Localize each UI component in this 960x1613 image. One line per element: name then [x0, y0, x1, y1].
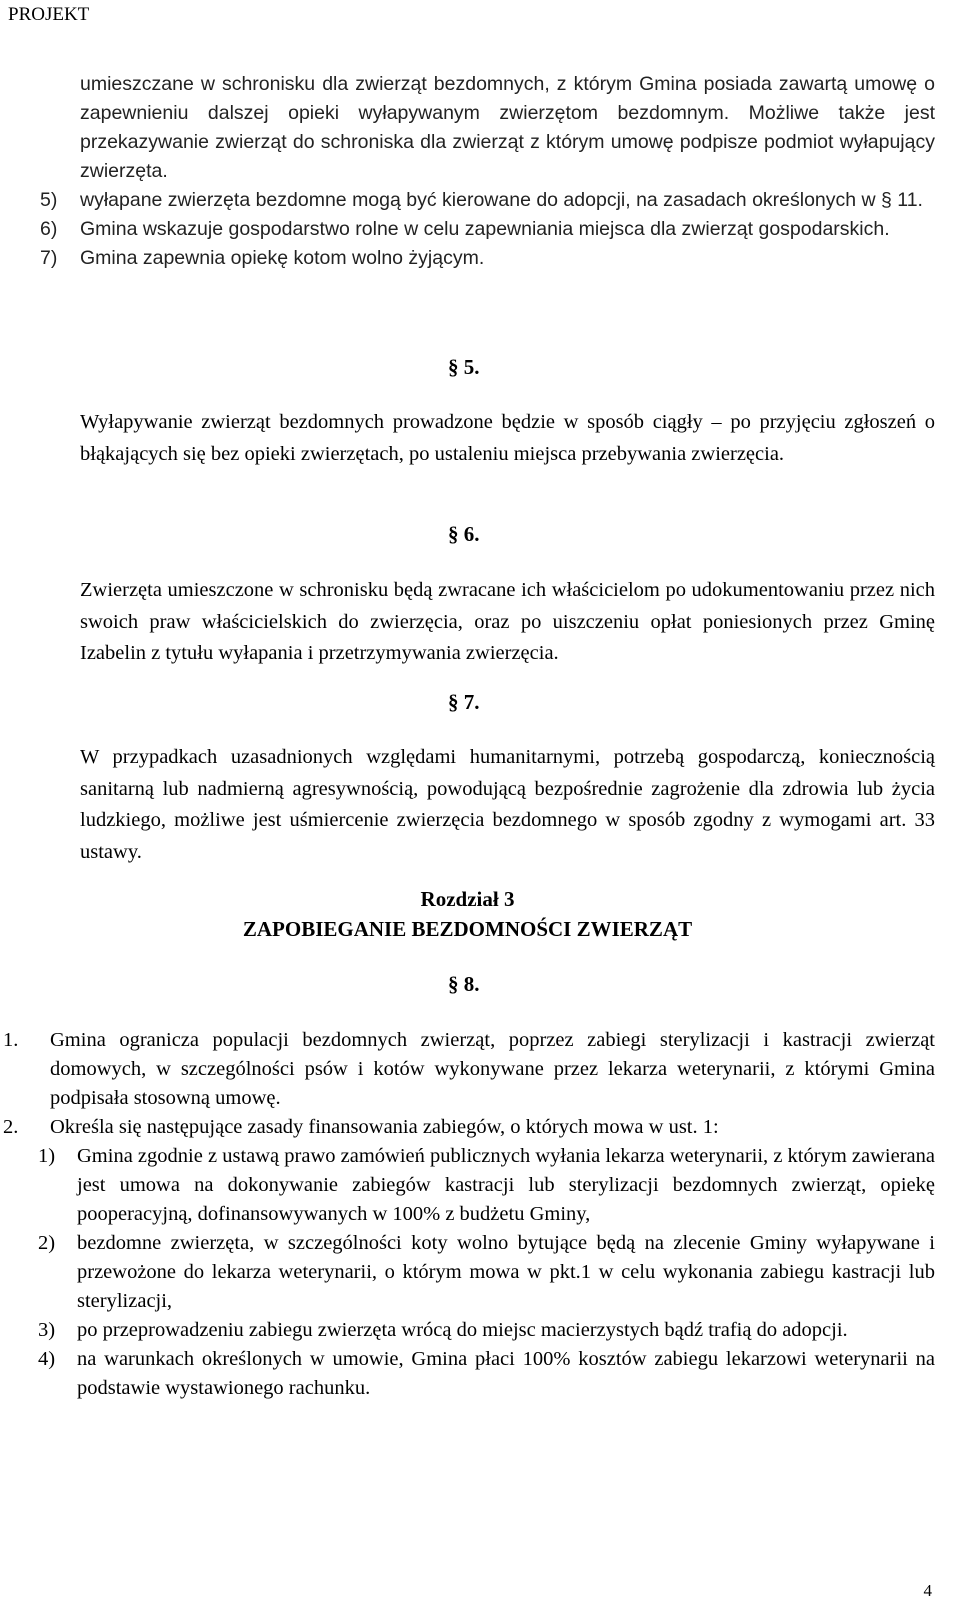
- document-header-label: PROJEKT: [8, 4, 90, 25]
- section-7-text: W przypadkach uzasadnionych względami humanitarnymi, potrzebą gospodarczą, koniecznością sanitarną lub nadmierną agresywnością, powodującą bezpośrednie zagrożenie dla zdrowia lub życia ludzkiego, możliwe jest uśmiercenie zwierzęcia bezdomnego w sposób zgodny z wymogami art. 33 ustawy.: [80, 746, 935, 863]
- subpoint-4: [0, 1345, 935, 1403]
- section-8-list: [0, 1026, 935, 1403]
- list-item-7: [40, 244, 935, 273]
- subpoint-text: po przeprowadzeniu zabiegu zwierzęta wrócą do miejsc macierzystych bądź trafią do adopcji.: [77, 1319, 848, 1341]
- subpoint-3: [0, 1316, 935, 1345]
- continued-list-block: [40, 70, 935, 273]
- point-number: 2.: [3, 1116, 19, 1138]
- point-2: [0, 1113, 935, 1142]
- chapter-title: ZAPOBIEGANIE BEZDOMNOŚCI ZWIERZĄT: [242, 917, 693, 941]
- point-1: [0, 1026, 935, 1113]
- subpoint-number: 1): [38, 1145, 56, 1167]
- subpoint-text: bezdomne zwierzęta, w szczególności koty wolno bytujące będą na zlecenie Gminy wyłapywane i przewożone do lekarza weterynarii, o którym mowa w pkt.1 w celu wykonania zabiegu kastracji lub sterylizacji,: [77, 1232, 935, 1312]
- subpoint-text: na warunkach określonych w umowie, Gmina płaci 100% kosztów zabiegu lekarzowi weterynarii na podstawie wystawionego rachunku.: [77, 1348, 935, 1399]
- section-7-heading: § 7.: [448, 690, 480, 714]
- point-text: Gmina ogranicza populacji bezdomnych zwierząt, poprzez zabiegi sterylizacji i kastracji zwierząt domowych, w szczególności psów i kotów wykonywane przez lekarza weterynarii, z którymi Gmina podpisała stosowną umowę.: [50, 1029, 935, 1109]
- subpoint-number: 3): [38, 1319, 56, 1341]
- chapter-number: Rozdział 3: [420, 887, 515, 911]
- subpoint-text: Gmina zgodnie z ustawą prawo zamówień publicznych wyłania lekarza weterynarii, z którym zawierana jest umowa na dokonywanie zabiegów kastracji lub sterylizacji bezdomnych zwierząt, opiekę pooperacyjną, dofinansowywanych w 100% z budżetu Gminy,: [77, 1145, 935, 1225]
- subpoint-number: 4): [38, 1348, 56, 1370]
- list-item-number: 5): [40, 189, 58, 211]
- list-item-text: Gmina wskazuje gospodarstwo rolne w celu zapewniania miejsca dla zwierząt gospodarskich.: [80, 218, 890, 240]
- section-6-heading: § 6.: [448, 522, 480, 546]
- list-item-number: 7): [40, 247, 58, 269]
- page-number: 4: [923, 1581, 932, 1600]
- list-item-number: 6): [40, 218, 58, 240]
- section-5-heading: § 5.: [448, 355, 480, 379]
- subpoint-1: [0, 1142, 935, 1229]
- list-item-text: wyłapane zwierzęta bezdomne mogą być kierowane do adopcji, na zasadach określonych w § 11.: [80, 189, 923, 211]
- section-5-text: Wyłapywanie zwierząt bezdomnych prowadzone będzie w sposób ciągły – po przyjęciu zgłoszeń o błąkających się bez opieki zwierzętach, po ustaleniu miejsca przebywania zwierzęcia.: [80, 411, 935, 465]
- section-8-heading: § 8.: [448, 972, 480, 996]
- list-item-text: Gmina zapewnia opiekę kotom wolno żyjącym.: [80, 247, 485, 269]
- list-item-6: [40, 215, 935, 244]
- point-number: 1.: [3, 1029, 19, 1051]
- subpoint-2: [0, 1229, 935, 1316]
- point-text: Określa się następujące zasady finansowania zabiegów, o których mowa w ust. 1:: [50, 1116, 719, 1138]
- subpoint-number: 2): [38, 1232, 56, 1254]
- section-6-text: Zwierzęta umieszczone w schronisku będą zwracane ich właścicielom po udokumentowaniu przez nich swoich praw właścicielskich do zwierzęcia, oraz po uiszczeniu opłat poniesionych przez Gminę Izabelin z tytułu wyłapania i przetrzymywania zwierzęcia.: [80, 579, 935, 664]
- list-item-5: [40, 186, 935, 215]
- continued-paragraph: umieszczane w schronisku dla zwierząt bezdomnych, z którym Gmina posiada zawartą umowę o zapewnieniu dalszej opieki wyłapywanym zwierzętom bezdomnym. Możliwe także jest przekazywanie zwierząt do schroniska dla zwierząt z którym umowę podpisze podmiot wyłapujący zwierzęta.: [80, 73, 935, 182]
